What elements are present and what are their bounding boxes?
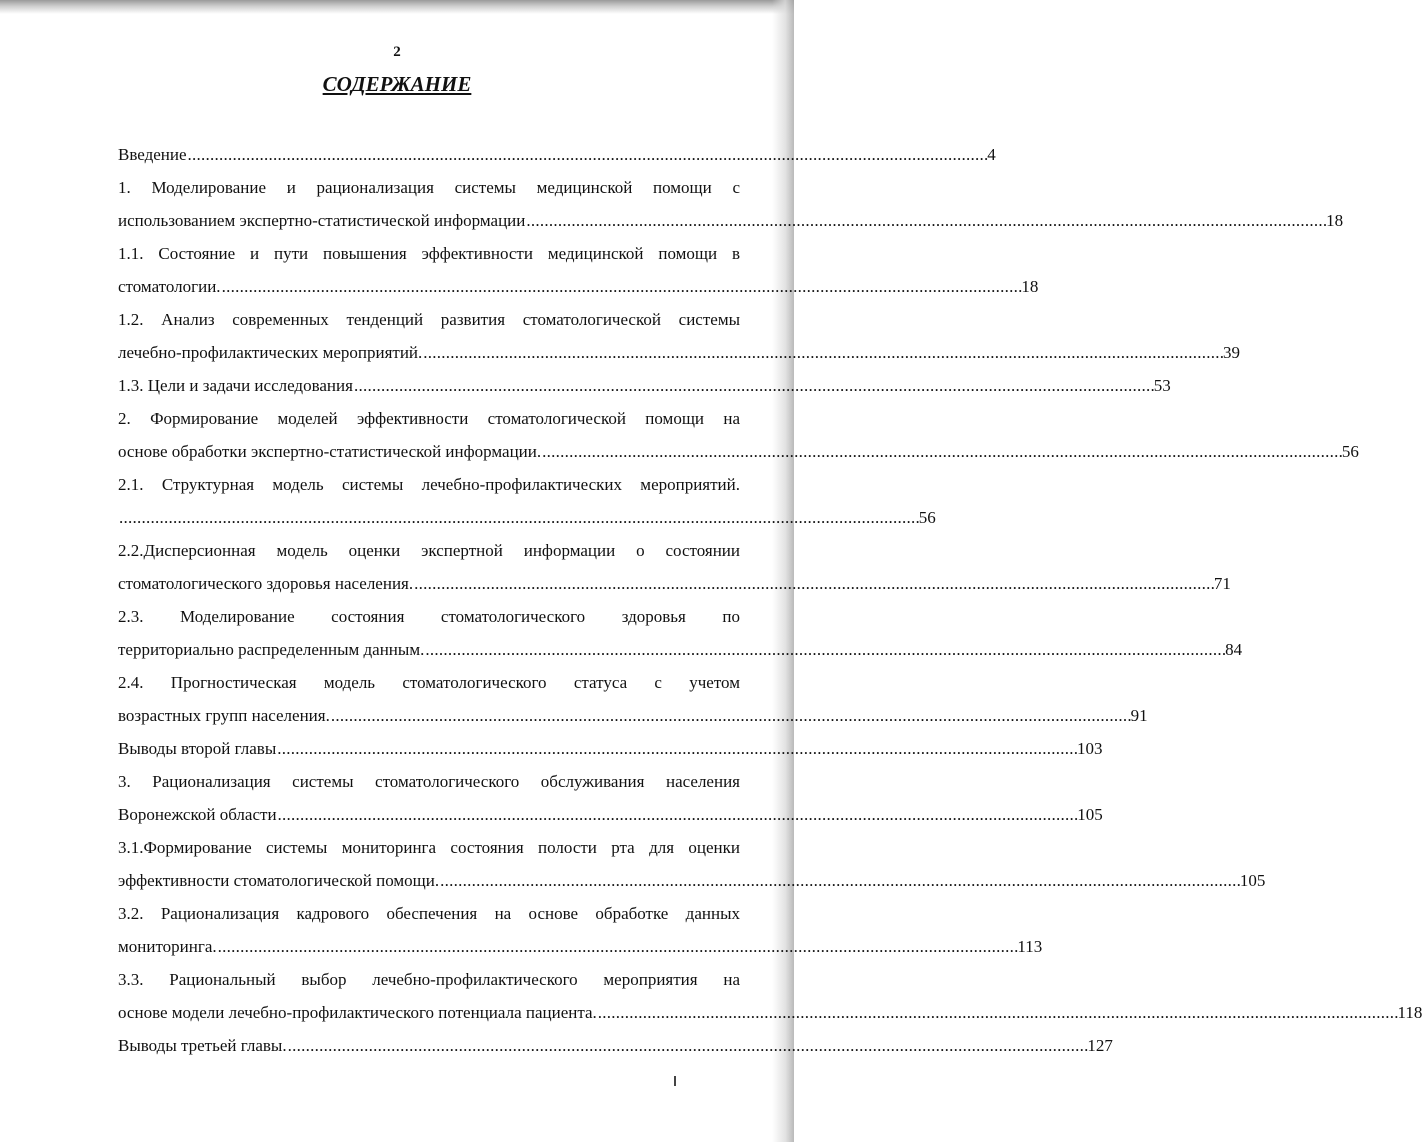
toc-dot-leader — [414, 573, 1213, 595]
toc-entry-title: эффективности стоматологической помощи. — [118, 871, 440, 890]
toc-entry-title: территориально распределенным данным. — [118, 640, 425, 659]
table-of-contents — [118, 138, 1422, 1062]
toc-entry-title: Введение — [118, 145, 187, 164]
toc-entry — [118, 798, 1103, 831]
toc-page-number: 39 — [1223, 343, 1241, 362]
toc-entry-first-line: 3. Рационализация системы стоматологического обслуживания населения — [118, 772, 740, 791]
toc-page-number: 71 — [1213, 574, 1231, 593]
toc-entry-first-line: 2.3. Моделирование состояния стоматологического здоровья по — [118, 607, 740, 626]
toc-entry-first-line: 2.1. Структурная модель системы лечебно-профилактических мероприятий. — [118, 475, 740, 494]
toc-page-number: 118 — [1397, 1003, 1422, 1022]
toc-entry-first-line: 3.3. Рациональный выбор лечебно-профилактического мероприятия на — [118, 970, 740, 989]
toc-dot-leader — [526, 210, 1325, 232]
toc-entry-title: Выводы третьей главы. — [118, 1036, 287, 1055]
toc-entry — [118, 567, 1231, 600]
toc-entry — [118, 699, 1148, 732]
toc-dot-leader — [542, 441, 1341, 463]
toc-page-number: 56 — [1341, 442, 1359, 461]
page-number: 2 — [393, 44, 401, 60]
toc-entry-first-line: 2.4. Прогностическая модель стоматологического статуса с учетом — [118, 673, 740, 692]
toc-entry — [118, 270, 1039, 303]
toc-entry-title: стоматологии. — [118, 277, 221, 296]
toc-entry-first-line: 3.1.Формирование системы мониторинга состояния полости рта для оценки — [118, 838, 740, 857]
toc-entry-title: 1.3. Цели и задачи исследования — [118, 376, 353, 395]
toc-entry-title: использованием экспертно-статистической информации — [118, 211, 526, 230]
toc-entry-first-line: 1. Моделирование и рационализация системы медицинской помощи с — [118, 178, 740, 197]
toc-dot-leader — [119, 507, 918, 529]
toc-dot-leader — [218, 936, 1017, 958]
toc-page-number: 127 — [1087, 1036, 1113, 1055]
toc-entry-title: стоматологического здоровья населения. — [118, 574, 414, 593]
toc-page-number: 105 — [1239, 871, 1266, 890]
toc-entry-first-line: 3.2. Рационализация кадрового обеспечения на основе обработке данных — [118, 904, 740, 923]
toc-entry — [118, 1029, 1113, 1062]
toc-entry — [118, 138, 996, 171]
toc-entry-first-line: 2.2.Дисперсионная модель оценки экспертной информации о состоянии — [118, 541, 740, 560]
toc-dot-leader — [288, 1035, 1087, 1057]
toc-page-number: 56 — [918, 508, 936, 527]
toc-dot-leader — [425, 639, 1224, 661]
toc-page-number: 53 — [1153, 376, 1171, 395]
toc-dot-leader — [278, 804, 1077, 826]
scan-shadow-right — [772, 0, 794, 1142]
toc-entry-title: основе обработки экспертно-статистической информации. — [118, 442, 542, 461]
toc-entry-first-line: 1.1. Состояние и пути повышения эффективности медицинской помощи в — [118, 244, 740, 263]
toc-entry-first-line: 1.2. Анализ современных тенденций развития стоматологической системы — [118, 310, 740, 329]
toc-dot-leader — [331, 705, 1130, 727]
toc-page-number: 18 — [1021, 277, 1039, 296]
toc-entry — [118, 996, 1422, 1029]
toc-entry — [118, 204, 1344, 237]
toc-entry-title: Выводы второй главы — [118, 739, 277, 758]
toc-dot-leader — [222, 276, 1021, 298]
toc-dot-leader — [188, 144, 987, 166]
scan-shadow-top — [0, 0, 794, 14]
toc-page-number: 91 — [1130, 706, 1148, 725]
toc-entry — [118, 501, 936, 534]
toc-entry-title: мониторинга. — [118, 937, 217, 956]
toc-dot-leader — [354, 375, 1153, 397]
scan-artifact-mark — [674, 1076, 676, 1086]
toc-entry — [118, 369, 1171, 402]
toc-entry — [118, 633, 1243, 666]
toc-page-number: 4 — [987, 145, 996, 164]
toc-page-number: 18 — [1326, 211, 1344, 230]
toc-entry-first-line: 2. Формирование моделей эффективности стоматологической помощи на — [118, 409, 740, 428]
toc-entry — [118, 930, 1043, 963]
toc-entry — [118, 435, 1359, 468]
toc-page-number: 84 — [1225, 640, 1243, 659]
toc-page-number: 113 — [1017, 937, 1043, 956]
toc-page-number: 103 — [1077, 739, 1103, 758]
toc-dot-leader — [277, 738, 1076, 760]
toc-entry-title: возрастных групп населения. — [118, 706, 330, 725]
toc-entry-title: Воронежской области — [118, 805, 277, 824]
toc-entry — [118, 336, 1241, 369]
toc-entry-title: основе модели лечебно-профилактического потенциала пациента. — [118, 1003, 597, 1022]
page-title: СОДЕРЖАНИЕ — [322, 72, 472, 96]
toc-entry — [118, 864, 1266, 897]
toc-entry — [118, 732, 1103, 765]
toc-dot-leader — [440, 870, 1239, 892]
toc-entry-title: лечебно-профилактических мероприятий. — [118, 343, 423, 362]
toc-dot-leader — [423, 342, 1222, 364]
toc-dot-leader — [598, 1002, 1397, 1024]
toc-page-number: 105 — [1077, 805, 1103, 824]
